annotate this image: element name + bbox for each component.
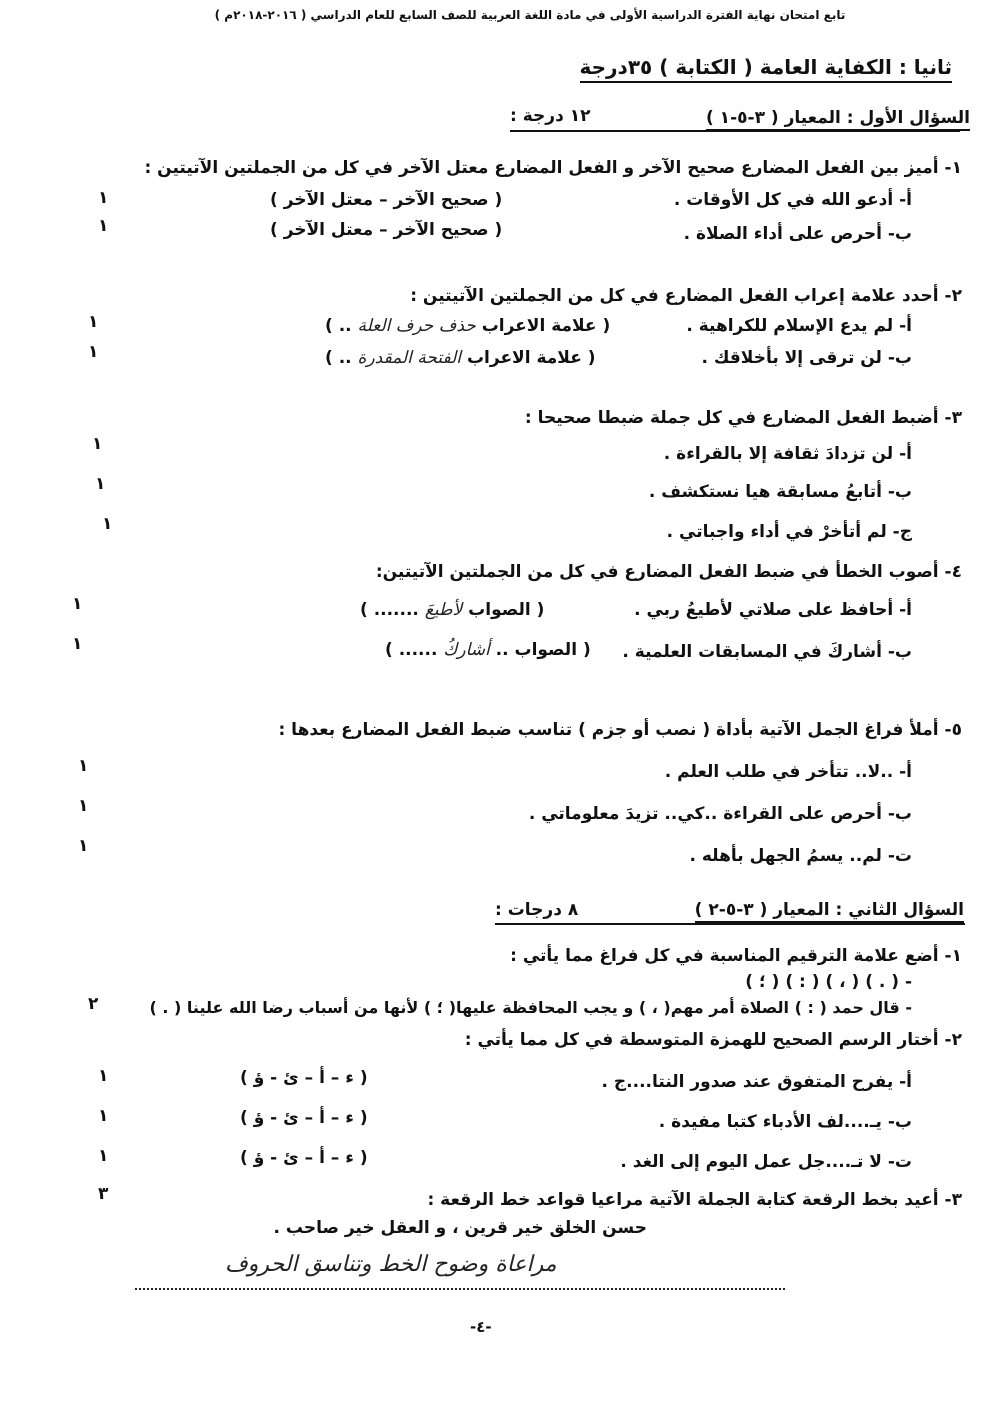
q1-item4-mark-b: ١ — [72, 634, 83, 654]
q1-item4-prompt: ٤- أصوب الخطأ في ضبط الفعل المضارع في كل من الجملتين الآتيتين: — [375, 562, 962, 582]
handwritten-answer: حذف حرف العلة — [357, 316, 476, 336]
q1-item2-line-a: أ- لم يدع الإسلام للكراهية . — [686, 316, 912, 336]
q2-item2-line-c: ت- لا تـ....جل عمل اليوم إلى الغد . — [620, 1152, 912, 1172]
answer-label: ( علامة الاعراب — [466, 348, 596, 368]
q2-item3-prompt: ٣- أعيد بخط الرقعة كتابة الجملة الآتية مراعيا قواعد خط الرقعة : — [427, 1190, 962, 1210]
q2-item2-answer-b: ( ء – أ – ئ - ؤ ) — [240, 1108, 368, 1128]
q1-item1-line-b: ب- أحرص على أداء الصلاة . — [683, 224, 912, 244]
q1-item4-mark-a: ١ — [72, 594, 83, 614]
q1-item1-answer-a: ( صحيح الآخر – معتل الآخر ) — [270, 190, 503, 210]
q1-label — [706, 108, 970, 128]
q1-item2-answer-a — [325, 316, 610, 336]
q2-item1-mark: ٢ — [88, 994, 99, 1014]
q1-item3-line-a: أ- لن تزدادَ ثقافة إلا بالقراءة . — [663, 444, 912, 464]
answer-label: ( الصواب — [468, 600, 545, 620]
q1-item3-line-b: ب- أتابعُ مسابقة هيا نستكشف . — [648, 482, 912, 502]
q1-points: ١٢ درجة : — [510, 106, 591, 126]
handwritten-answer: الفتحة المقدرة — [357, 348, 462, 368]
q1-item5-mark-b: ١ — [78, 796, 89, 816]
q2-underline — [495, 923, 965, 925]
q1-label-text: السؤال الأول : المعيار ( ٣-٥-١ ) — [706, 108, 970, 131]
q2-item2-answer-c: ( ء – أ – ئ - ؤ ) — [240, 1148, 368, 1168]
q2-item2-mark-a: ١ — [98, 1066, 109, 1086]
q1-item3-mark-b: ١ — [95, 474, 106, 494]
q1-underline — [510, 130, 960, 132]
q2-item2-mark-c: ١ — [98, 1146, 109, 1166]
q1-item3-mark-c: ١ — [102, 514, 113, 534]
handwritten-answer: أشاركُ — [443, 640, 490, 660]
exam-header: تابع امتحان نهاية الفترة الدراسية الأولى في مادة اللغة العربية للصف السابع للعام الدراسي ( ٢٠١٦-٢٠١٨م ) — [214, 8, 846, 22]
q1-item4-answer-b — [385, 640, 591, 660]
q1-item2-mark-b: ١ — [88, 342, 99, 362]
q1-item2-answer-b — [325, 348, 596, 368]
q2-item2-prompt: ٢- أختار الرسم الصحيح للهمزة المتوسطة في كل مما يأتي : — [464, 1030, 962, 1050]
handwritten-answer: لأطيعَ — [424, 600, 463, 620]
q1-item5-line-c: ت- لم.. يسمُ الجهل بأهله . — [689, 846, 912, 866]
answer-label: ( الصواب .. — [495, 640, 591, 660]
q2-item1-options: - ( . ) ( ، ) ( : ) ( ؛ ) — [745, 972, 912, 992]
q2-item3-sentence: حسن الخلق خير قرين ، و العقل خير صاحب . — [273, 1218, 647, 1238]
q2-item1-sentence: - قال حمد ( : ) الصلاة أمر مهم( ، ) و يجب المحافظة عليها( ؛ ) لأنها من أسباب رضا الله علينا ( . ) — [149, 998, 912, 1017]
q2-points: ٨ درجات : — [495, 900, 579, 920]
q1-item1-answer-b: ( صحيح الآخر – معتل الآخر ) — [270, 220, 503, 240]
q1-item2-prompt: ٢- أحدد علامة إعراب الفعل المضارع في كل من الجملتين الآتيتين : — [410, 286, 962, 306]
q1-item5-mark-c: ١ — [78, 836, 89, 856]
page-number: -٤- — [470, 1318, 492, 1336]
q2-item2-line-b: ب- يـ....لف الأدباء كتبا مفيدة . — [658, 1112, 912, 1132]
q1-item5-line-b: ب- أحرص على القراءة ..كي.. تزيدَ معلوماتي . — [528, 804, 912, 824]
q1-item1-mark-a: ١ — [98, 188, 109, 208]
q1-item4-line-a: أ- أحافظ على صلاتي لأطيعُ ربي . — [634, 600, 912, 620]
q1-item5-mark-a: ١ — [78, 756, 89, 776]
q2-label — [695, 900, 964, 920]
answer-end: ....... ) — [360, 600, 419, 620]
answer-end: ...... ) — [385, 640, 438, 660]
q2-label-text: السؤال الثاني : المعيار ( ٣-٥-٢ ) — [695, 900, 964, 923]
q1-item5-prompt: ٥- أملأ فراغ الجمل الآتية بأداة ( نصب أو جزم ) تناسب ضبط الفعل المضارع بعدها : — [278, 720, 962, 740]
answer-end: .. ) — [325, 316, 352, 336]
answer-label: ( علامة الاعراب — [481, 316, 611, 336]
q1-item1-mark-b: ١ — [98, 216, 109, 236]
q2-item3-mark: ٣ — [98, 1184, 109, 1204]
q1-item4-answer-a — [360, 600, 544, 620]
q1-item3-mark-a: ١ — [92, 434, 103, 454]
q1-item5-line-a: أ- ..لا.. تتأخر في طلب العلم . — [664, 762, 912, 782]
q1-item2-mark-a: ١ — [88, 312, 99, 332]
q1-item3-prompt: ٣- أضبط الفعل المضارع في كل جملة ضبطا صحيحا : — [524, 408, 962, 428]
q1-item1-line-a: أ- أدعو الله في كل الأوقات . — [673, 190, 912, 210]
q1-item2-line-b: ب- لن ترقى إلا بأخلاقك . — [701, 348, 912, 368]
section-title: ثانيا : الكفاية العامة ( الكتابة ) ٣٥درجة — [580, 55, 953, 83]
q1-item4-line-b: ب- أشاركَ في المسابقات العلمية . — [622, 642, 912, 662]
q2-item1-prompt: ١- أضع علامة الترقيم المناسبة في كل فراغ مما يأتي : — [510, 946, 962, 966]
q1-item1-prompt: ١- أميز بين الفعل المضارع صحيح الآخر و الفعل المضارع معتل الآخر في كل من الجملتين الآتيتين : — [144, 158, 962, 178]
q2-item2-mark-b: ١ — [98, 1106, 109, 1126]
q2-item2-answer-a: ( ء – أ – ئ - ؤ ) — [240, 1068, 368, 1088]
q1-item3-line-c: ج- لم أتأخرْ في أداء واجباتي . — [666, 522, 912, 542]
handwritten-answer-rule: مراعاة وضوح الخط وتناسق الحروف — [225, 1252, 557, 1277]
answer-end: .. ) — [325, 348, 352, 368]
q2-item2-line-a: أ- يفرح المتفوق عند صدور النتا....ج . — [601, 1072, 912, 1092]
